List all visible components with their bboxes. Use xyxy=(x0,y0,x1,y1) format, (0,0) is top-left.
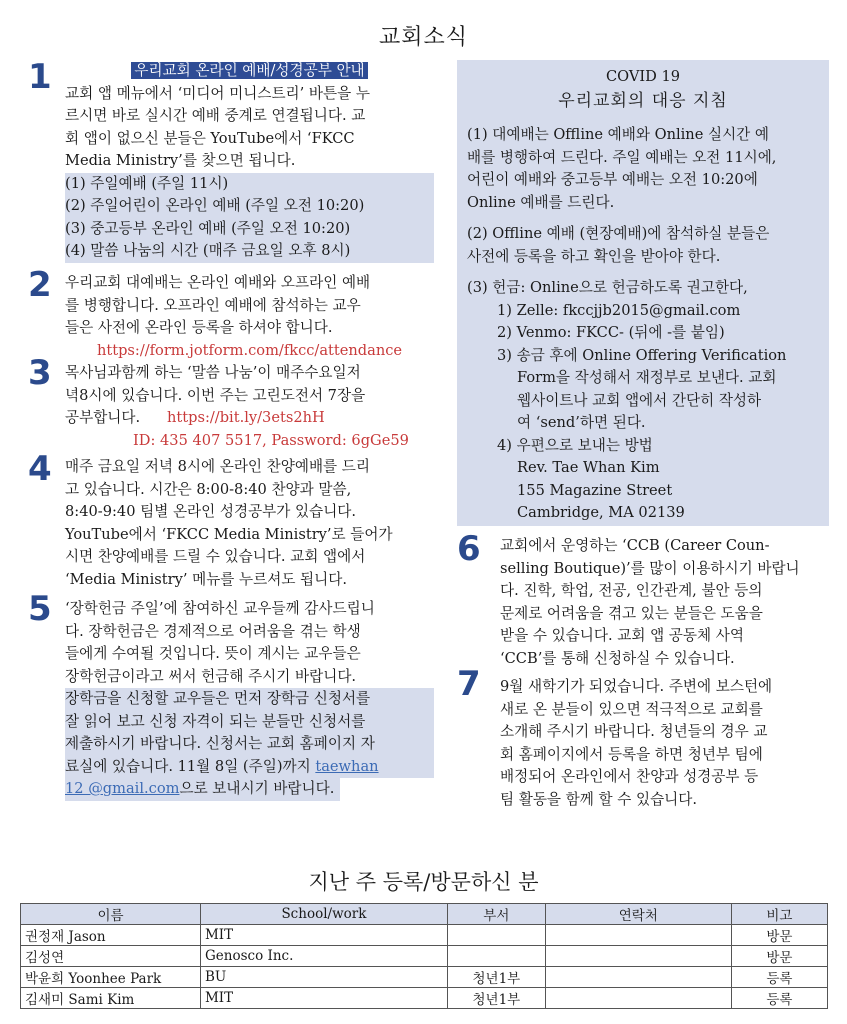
table-cell xyxy=(545,967,731,988)
text-line: (2) Offline 예배 (현장예배)에 참석하실 분들은 xyxy=(467,225,770,242)
table-cell xyxy=(545,925,731,946)
table-cell: 방문 xyxy=(731,946,827,967)
covid-rule-2 xyxy=(467,223,821,268)
table-cell: 권정재 Jason xyxy=(21,925,201,946)
text-line: 받을 수 있습니다. 교회 앱 공동체 사역 xyxy=(500,627,744,644)
text-line: 다. 장학헌금은 경제적으로 어려움을 겪는 학생 xyxy=(65,622,361,640)
table-row xyxy=(21,967,828,988)
schedule-item: (3) 중고등부 온라인 예배 (주일 오전 10:20) xyxy=(65,219,351,237)
text-line: 매주 금요일 저녁 8시에 온라인 찬양예배를 드리 xyxy=(65,458,370,475)
zoom-credentials: ID: 435 407 5517, Password: 6gGe59 xyxy=(133,431,409,449)
table-cell: 박윤희 Yoonhee Park xyxy=(21,967,201,988)
email-link-2[interactable]: 12 @gmail.com xyxy=(65,780,180,797)
text-line: 문제로 어려움을 겪고 있는 분들은 도움을 xyxy=(500,604,763,622)
covid-subtitle: 우리교회의 대응 지침 xyxy=(558,91,728,111)
section-1-heading: 우리교회 온라인 예배/성경공부 안내 xyxy=(131,62,367,79)
section-5 xyxy=(65,598,434,801)
section-5-suffix: 으로 보내시기 바랍니다. xyxy=(179,780,335,797)
text-line: YouTube에서 ‘FKCC Media Ministry’로 들어가 xyxy=(65,525,393,543)
section-number-2: 2 xyxy=(28,265,52,305)
section-number-7: 7 xyxy=(457,664,481,704)
section-2 xyxy=(65,272,434,362)
table-cell: 등록 xyxy=(731,967,827,988)
text-line: 팀 활동을 함께 할 수 있습니다. xyxy=(500,790,698,808)
schedule-item: (1) 주일예배 (주일 11시) xyxy=(65,174,229,192)
table-cell: BU xyxy=(200,967,447,988)
column-header: 연락처 xyxy=(545,904,731,925)
text-line: 어린이 예배와 중고등부 예배는 오전 10:20에 xyxy=(467,171,758,188)
page-title: 교회소식 xyxy=(378,25,468,50)
section-number-4: 4 xyxy=(28,449,52,489)
text-line: 교회 앱 메뉴에서 ‘미디어 미니스트리’ 바튼을 누 xyxy=(65,84,370,102)
table-cell: 김새미 Sami Kim xyxy=(21,988,201,1009)
visitors-title: 지난 주 등록/방문하신 분 xyxy=(308,870,539,894)
section-5-highlight xyxy=(65,688,434,778)
text-line: 공부합니다. xyxy=(65,409,141,426)
text-line: selling Boutique)’를 많이 이용하시기 바랍니 xyxy=(500,559,800,577)
section-4 xyxy=(65,456,434,591)
text-line: 다. 진학, 학업, 전공, 인간관계, 불안 등의 xyxy=(500,582,763,599)
text-line: 회 홈페이지에서 등록을 하면 청년부 팀에 xyxy=(500,745,763,763)
text-line: Online 예배를 드린다. xyxy=(467,193,615,211)
covid-mail-method: 4) 우편으로 보내는 방법 xyxy=(497,436,653,454)
list-item: 2) Venmo: FKCC- (뒤에 -를 붙임) xyxy=(497,324,725,341)
text-line: 배를 병행하여 드린다. 주일 예배는 오전 11시에, xyxy=(467,148,777,166)
column-header: School/work xyxy=(200,904,447,925)
section-1 xyxy=(65,60,434,263)
text-line: Form을 작성해서 재정부로 보낸다. 교회 xyxy=(517,369,777,386)
visitors-header-row xyxy=(21,904,828,925)
address-line: Cambridge, MA 02139 xyxy=(517,504,685,521)
table-cell: 청년1부 xyxy=(447,988,545,1009)
section-7-body xyxy=(500,676,830,811)
table-cell xyxy=(447,946,545,967)
section-2-body xyxy=(65,272,434,340)
table-cell: 김성연 xyxy=(21,946,201,967)
covid-mail-address xyxy=(467,457,821,525)
table-cell: 방문 xyxy=(731,925,827,946)
text-line: 우리교회 대예배는 온라인 예배와 오프라인 예배 xyxy=(65,274,371,291)
section-6-body xyxy=(500,535,830,670)
text-line: (1) 대예배는 Offline 예배와 Online 실시간 예 xyxy=(467,126,770,143)
text-line: 웹사이트나 교회 앱에서 간단히 작성하 xyxy=(517,391,762,409)
table-cell xyxy=(447,925,545,946)
text-line: 료실에 있습니다. 11월 8일 (주일)까지 taewhan xyxy=(65,757,379,775)
column-header: 부서 xyxy=(447,904,545,925)
schedule-item: (2) 주일어린이 온라인 예배 (주일 오전 10:20) xyxy=(65,197,365,214)
covid-rule-3: (3) 헌금: Online으로 헌금하도록 권고한다, xyxy=(467,279,748,296)
text-line: 사전에 등록을 하고 확인을 받아야 한다. xyxy=(467,247,721,265)
schedule-item: (4) 말씀 나눔의 시간 (매주 금요일 오후 8시) xyxy=(65,242,351,259)
section-4-body xyxy=(65,456,434,591)
text-line: 8:40-9:40 팀별 온라인 성경공부가 있습니다. xyxy=(65,503,357,520)
text-line: ‘Media Ministry’ 메뉴를 누르셔도 됩니다. xyxy=(65,570,347,588)
column-header: 이름 xyxy=(21,904,201,925)
email-link-1[interactable]: taewhan xyxy=(315,757,379,775)
section-1-body xyxy=(65,83,434,173)
text-line: 르시면 바로 실시간 예배 중계로 연결됩니다. 교 xyxy=(65,107,366,124)
text-line: 장학헌금이라고 써서 헌금해 주시기 바랍니다. xyxy=(65,667,357,685)
text-line: 제출하시기 바랍니다. 신청서는 교회 홈페이지 자 xyxy=(65,735,375,752)
section-7 xyxy=(500,676,830,811)
list-item: 3) 송금 후에 Online Offering Verification xyxy=(497,346,787,364)
visitors-table xyxy=(20,903,828,1009)
section-number-5: 5 xyxy=(28,589,52,629)
section-1-schedule xyxy=(65,173,434,263)
table-cell: 청년1부 xyxy=(447,967,545,988)
covid-title: COVID 19 xyxy=(605,68,681,85)
section-3 xyxy=(65,362,434,452)
list-item: 1) Zelle: fkccjjb2015@gmail.com xyxy=(497,301,741,319)
text-line: 새로 온 분들이 있으면 적극적으로 교회를 xyxy=(500,700,763,718)
table-row xyxy=(21,946,828,967)
covid-rule-1 xyxy=(467,124,821,214)
section-number-1: 1 xyxy=(28,57,52,97)
attendance-link[interactable]: https://form.jotform.com/fkcc/attendance xyxy=(96,341,403,359)
text-line: 여 ‘send’하면 된다. xyxy=(517,414,646,431)
text-line: 교회에서 운영하는 ‘CCB (Career Coun- xyxy=(500,537,770,554)
text-line: ‘장학헌금 주일’에 참여하신 교우들께 감사드립니 xyxy=(65,600,375,617)
table-cell: MIT xyxy=(200,925,447,946)
text-line: 9월 새학기가 되었습니다. 주변에 보스턴에 xyxy=(500,678,773,695)
table-row xyxy=(21,925,828,946)
address-line: Rev. Tae Whan Kim xyxy=(517,459,660,476)
covid-offering-verification xyxy=(467,367,821,435)
text-line: 고 있습니다. 시간은 8:00-8:40 찬양과 말씀, xyxy=(65,480,352,498)
bible-study-link[interactable]: https://bit.ly/3ets2hH xyxy=(167,409,325,426)
table-cell xyxy=(545,988,731,1009)
table-row xyxy=(21,988,828,1009)
section-5-last-line xyxy=(65,778,340,801)
text-line: 소개해 주시기 바랍니다. 청년들의 경우 교 xyxy=(500,723,768,740)
column-header: 비고 xyxy=(731,904,827,925)
section-5-body xyxy=(65,598,434,688)
covid-guidelines-box xyxy=(457,60,829,526)
text-line: 잘 읽어 보고 신청 자격이 되는 분들만 신청서를 xyxy=(65,712,366,730)
table-cell: 등록 xyxy=(731,988,827,1009)
address-line: 155 Magazine Street xyxy=(517,481,673,499)
text-line: 들은 사전에 온라인 등록을 하셔야 합니다. xyxy=(65,319,333,336)
text-line: 배정되어 온라인에서 찬양과 성경공부 등 xyxy=(500,768,759,785)
covid-offering-methods xyxy=(467,300,821,368)
text-line: 목사님과함께 하는 ‘말씀 나눔’이 매주수요일저 xyxy=(65,364,361,381)
text-line: 회 앱이 없으신 분들은 YouTube에서 ‘FKCC xyxy=(65,129,355,147)
table-cell: MIT xyxy=(200,988,447,1009)
text-line: 장학금을 신청할 교우들은 먼저 장학금 신청서를 xyxy=(65,690,371,707)
text-line: 를 병행합니다. 오프라인 예배에 참석하는 교우 xyxy=(65,296,361,314)
text-line: 시면 찬양예배를 드릴 수 있습니다. 교회 앱에서 xyxy=(65,548,366,565)
text-line: Media Ministry’를 찾으면 됩니다. xyxy=(65,152,296,169)
section-6 xyxy=(500,535,830,670)
covid-body xyxy=(457,114,829,525)
text-line: ‘CCB’를 통해 신청하실 수 있습니다. xyxy=(500,649,735,667)
section-number-3: 3 xyxy=(28,353,52,393)
text-line: 녁8시에 있습니다. 이번 주는 고린도전서 7장을 xyxy=(65,386,366,404)
section-number-6: 6 xyxy=(457,529,481,569)
text-line: 들에게 수여될 것입니다. 뜻이 계시는 교우들은 xyxy=(65,645,361,662)
table-cell: Genosco Inc. xyxy=(200,946,447,967)
table-cell xyxy=(545,946,731,967)
